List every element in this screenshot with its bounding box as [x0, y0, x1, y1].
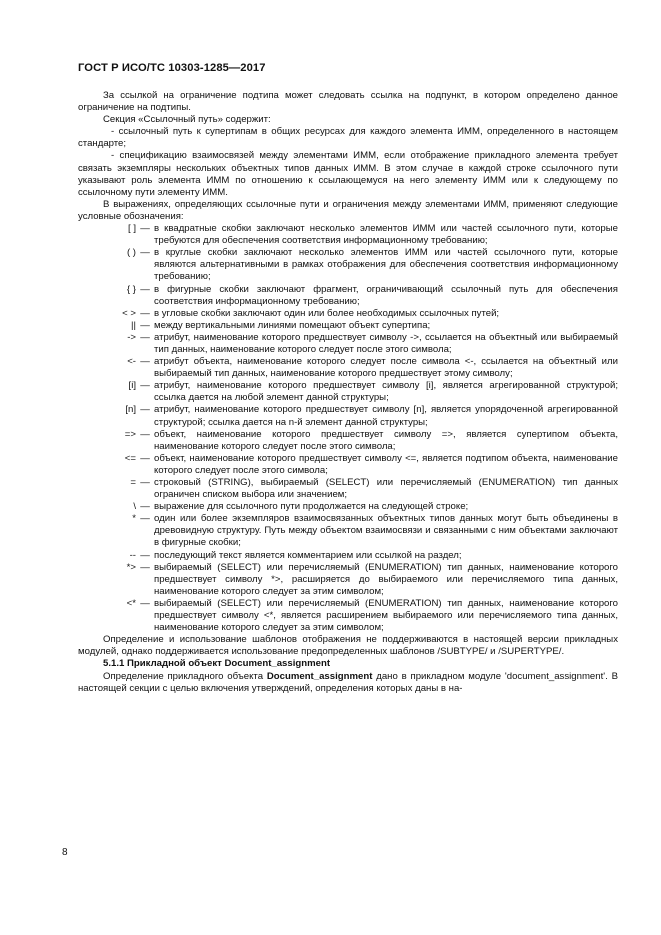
definition-text: объект, наименование которого предшествует символу =>, является супертипом объекта, наименование которого следует после этого символа; [154, 428, 618, 452]
section-heading [103, 658, 618, 670]
em-dash: — [140, 513, 150, 525]
definition-item [78, 598, 618, 634]
definition-symbol: \ [133, 501, 136, 513]
definition-symbol: < > [122, 307, 136, 319]
em-dash: — [140, 477, 150, 488]
definition-item [78, 320, 618, 332]
em-dash: — [140, 380, 150, 392]
page-body [78, 90, 618, 695]
definition-symbol: [n] [125, 404, 136, 416]
definition-text: в квадратные скобки заключают несколько элементов ИММ или частей ссылочного пути, которые требуются для обеспечения соответствия информационному требованию; [154, 223, 618, 247]
page-number: 8 [62, 847, 68, 858]
definition-item [78, 284, 618, 308]
definition-symbol: <* [126, 597, 136, 609]
definition-symbol: => [124, 428, 136, 440]
em-dash: — [140, 331, 150, 343]
definition-symbol: = [130, 477, 136, 488]
definition-item [78, 453, 618, 477]
em-dash: — [140, 404, 150, 416]
em-dash: — [140, 223, 150, 235]
em-dash: — [140, 501, 150, 513]
definition-item [78, 308, 618, 320]
definition-text: один или более экземпляров взаимосвязанных объектных типов данных могут быть объединены в древовидную структуру. Путь между объектом взаимосвязи и связанными с ним объектами заключают в фигурные скобки; [154, 513, 618, 549]
definition-item [78, 380, 618, 404]
definition-text: последующий текст является комментарием или ссылкой на раздел; [154, 549, 462, 561]
definition-item [78, 404, 618, 428]
paragraph: Секция «Ссылочный путь» содержит: [103, 114, 271, 126]
definition-item [78, 550, 618, 562]
definition-item [78, 562, 618, 598]
em-dash: — [140, 549, 150, 561]
em-dash: — [140, 452, 150, 464]
definition-symbol: || [131, 319, 136, 331]
definition-item [78, 223, 618, 247]
definition-item [78, 356, 618, 380]
paragraph: За ссылкой на ограничение подтипа может следовать ссылка на подпункт, в котором определено данное ограничение на подтипы. [78, 90, 618, 114]
list-item: - спецификацию взаимосвязей между элементами ИММ, если отображение прикладного элемента требует связать экземпляры нескольких объектных типов данных ИММ. В этом случае в каждой строке ссылочного пути указывают роль элемента ИММ по отношению к ссылающемуся на него элементу ИММ или к следующему по ссылочному пути элементу ИММ. [78, 150, 618, 198]
definition-symbol: <- [127, 356, 136, 368]
notation-list [78, 223, 618, 634]
definition-text: атрибут объекта, наименование которого следует после символа <-, ссылается на объектный или выбираемый тип данных, наименование которого предшествует этому символу; [154, 356, 618, 380]
definition-item [78, 477, 618, 501]
definition-item [78, 513, 618, 549]
definition-text: строковый (STRING), выбираемый (SELECT) или перечисляемый (ENUMERATION) тип данных ограничен списком выбора или значением; [154, 477, 618, 501]
document-header: ГОСТ Р ИСО/ТС 10303-1285—2017 [78, 62, 266, 74]
definition-text: атрибут, наименование которого предшествует символу [i], является агрегированной структурой; ссылка дается на любой элемент данной структуры; [154, 380, 618, 404]
em-dash: — [140, 597, 150, 609]
paragraph: Определение и использование шаблонов отображения не поддерживаются в настоящей версии прикладных модулей, однако поддерживается использование предопределенных шаблонов /SUBTYPE/ и /SUPERTYPE/. [78, 634, 618, 658]
em-dash: — [140, 283, 150, 295]
definition-text: атрибут, наименование которого предшествует символу ->, ссылается на объектный или выбираемый тип данных, наименование которого следует после этого символа; [154, 331, 618, 355]
em-dash: — [140, 319, 150, 331]
definition-text: в круглые скобки заключают несколько элементов ИММ или частей ссылочного пути, которые являются альтернативными в рамках отображения для обеспечения соответствия информационному требованию; [154, 247, 618, 283]
definition-symbol: *> [126, 561, 136, 573]
definition-symbol: -> [127, 331, 136, 343]
paragraph [78, 671, 618, 695]
definition-item [78, 429, 618, 453]
definition-text: выбираемый (SELECT) или перечисляемый (ENUMERATION) тип данных, наименование которого предшествует символу <*, является расширением выбираемого или перечисляемого типа данных, наименование которого следует за этим символом; [154, 597, 618, 634]
definition-symbol: { } [126, 283, 136, 295]
em-dash: — [140, 307, 150, 319]
definition-item [78, 501, 618, 513]
entity-name: Document_assignment [266, 670, 373, 682]
definition-item [78, 332, 618, 356]
section-number: 5.1.1 [103, 658, 125, 670]
definition-text: между вертикальными линиями помещают объект супертипа; [154, 319, 431, 331]
em-dash: — [140, 247, 150, 259]
definition-symbol: [ ] [128, 223, 136, 235]
definition-item [78, 247, 618, 283]
em-dash: — [140, 428, 150, 440]
definition-symbol: ( ) [126, 247, 136, 259]
list-item: - ссылочный путь к супертипам в общих ресурсах для каждого элемента ИММ, определенного в настоящем стандарте; [78, 126, 618, 150]
definition-text: атрибут, наименование которого предшествует символу [n], является упорядоченной агрегированной структурой; ссылка дается на n-й элемент данной структуры; [154, 404, 618, 428]
definition-text: в угловые скобки заключают один или более необходимых ссылочных путей; [154, 307, 500, 319]
definition-symbol: * [132, 513, 136, 525]
definition-symbol: <= [124, 452, 136, 464]
paragraph-text: дано в прикладном модуле 'document_assignment'. В настоящей секции с целью включения утверждений, определения которых даны в на- [78, 670, 618, 694]
definition-text: выражение для ссылочного пути продолжается на следующей строке; [154, 501, 469, 513]
em-dash: — [140, 356, 150, 368]
section-title: Прикладной объект Document_assignment [127, 658, 331, 670]
definition-text: выбираемый (SELECT) или перечисляемый (ENUMERATION) тип данных, наименование которого предшествует символу *>, расширяется до выбираемого или перечисляемого типа данных, наименование которого следует за этим символом; [154, 561, 618, 597]
definition-symbol: -- [129, 549, 136, 561]
definition-text: в фигурные скобки заключают фрагмент, ограничивающий ссылочный путь для обеспечения соответствия информационному требованию; [154, 283, 618, 307]
definition-text: объект, наименование которого предшествует символу <=, является подтипом объекта, наименование которого следует после этого символа; [154, 452, 618, 476]
paragraph-text: Определение прикладного объекта [103, 670, 267, 682]
paragraph: В выражениях, определяющих ссылочные пути и ограничения между элементами ИММ, применяют следующие условные обозначения: [78, 198, 618, 222]
em-dash: — [140, 561, 150, 573]
definition-symbol: [i] [128, 380, 136, 392]
